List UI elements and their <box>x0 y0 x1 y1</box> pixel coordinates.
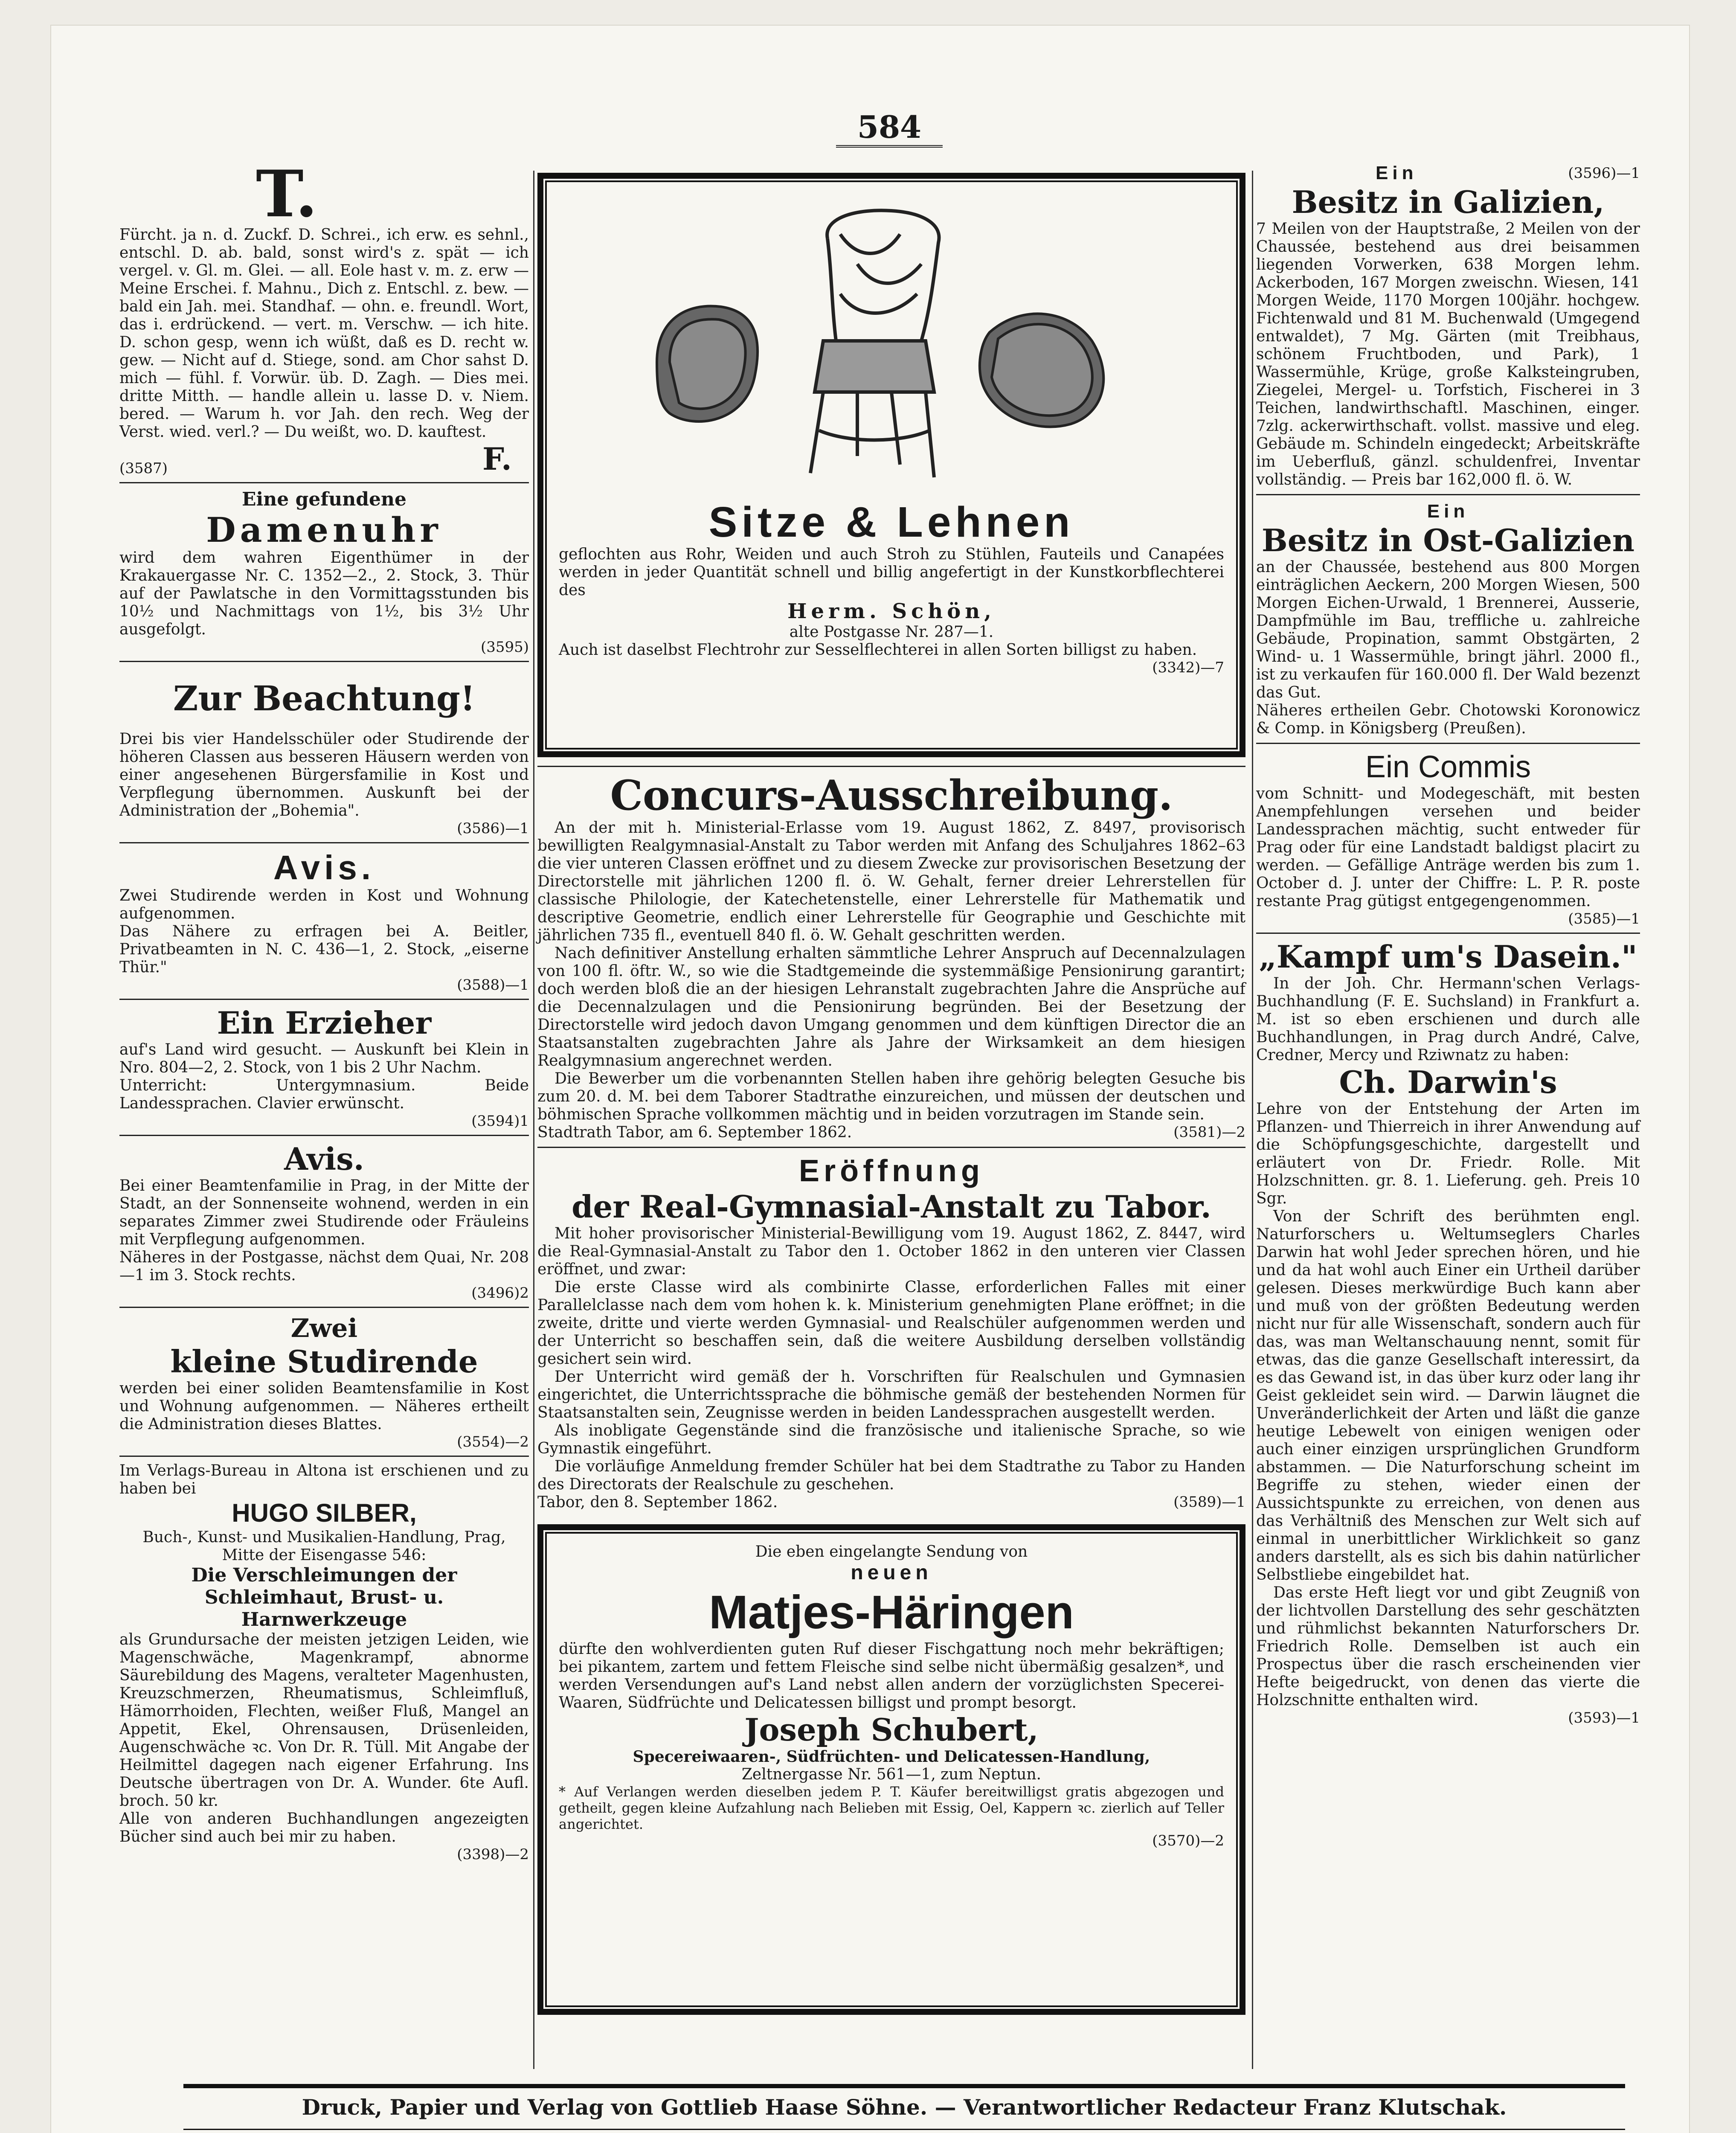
divider <box>119 1307 529 1308</box>
footer-rule-bottom <box>183 2129 1625 2130</box>
ad-body: an der Chaussée, bestehend aus 800 Morgen einträglichen Aeckern, 200 Morgen Wiesen, 500 Morgen Eichen-Urwald, 1 Brennerei, Ausserie, Dampfmühle im Bau, treffliche u. zahlreiche Gebäude, Propination, sammt Obstgärten, 2 Wind- u. 1 Wassermühle, bringt jährl. 2000 fl., ist zu verkaufen für 160.000 fl. Der Wald bezenzt das Gut. <box>1256 558 1640 701</box>
ad-concurs <box>537 772 1245 1142</box>
ad-reference: (3593)—1 <box>1568 1709 1640 1726</box>
ad-body: Alle von anderen Buchhandlungen angezeigten Bücher sind auch bei mir zu haben. <box>119 1810 529 1845</box>
ad-besitz-galizien <box>1256 162 1640 489</box>
cushion-right-icon <box>980 314 1103 427</box>
ad-kicker: Eine gefundene <box>242 488 406 510</box>
ad-firm: Specereiwaaren-, Südfrüchten- und Delicatessen-Handlung, <box>633 1748 1150 1766</box>
right-column <box>1256 162 1640 1726</box>
ad-reference: (3570)—2 <box>1152 1832 1224 1849</box>
ad-heading: HUGO SILBER, <box>232 1499 417 1527</box>
ad-reference: (3588)—1 <box>457 976 529 994</box>
ad-body: Näheres in der Postgasse, nächst dem Quai, Nr. 208—1 im 3. Stock rechts. <box>119 1249 529 1284</box>
ad-paragraph: Die Bewerber um die vorbenannten Stellen haben ihre gehörig belegten Gesuche bis zum 20. d. M. bei dem Taborer Stadtrathe einzureichen, und müssen der deutschen und böhmischen Sprache vollkommen mächtig und in beiden vorzutragen im Stande sein. <box>537 1070 1245 1123</box>
ad-reference: (3496)2 <box>471 1284 529 1302</box>
ad-heading: Avis. <box>284 1141 364 1177</box>
ad-body: geflochten aus Rohr, Weiden und auch Stroh zu Stühlen, Fauteils und Canapées werden in jeder Quantität schnell und billig angefertigt in der Kunstkorbflechterei des <box>559 546 1224 599</box>
divider <box>1256 743 1640 744</box>
ad-paragraph: Von der Schrift des berühmten engl. Naturforschers u. Weltumseglers Charles Darwin hat wohl Jeder sprechen hören, und hie und da hat wohl auch Einer ein Urtheil darüber gelesen. Dieses merkwürdige Buch kann aber und muß von der größten Bedeutung werden nicht nur für alle Wissenschaft, sondern auch für das, was man Weltanschauung nennt, somit für etwas, das die ganze Gesellschaft interessirt, da es das Gewand ist, in das über kurz oder lang ihr Geist gekleidet sein wird. — Darwin läugnet die Unveränderlichkeit der Arten und läßt die ganze heutige Lebewelt von einigen wenigen oder auch einer einzigen ursprünglichen Grundform abstammen. — Die Naturforschung scheint im Begriffe zu stehen, wieder einen der Aussichtspunkte zu erreichen, von denen aus das Verhältniß des Menschen zur Welt sich auf einmal in unerbittlicher Wirklichkeit so ganz anders darstellt, als es sich bis dahin natürlicher Selbstliebe eingebildet hat. <box>1256 1208 1640 1584</box>
ad-kicker: Ein <box>1376 163 1418 183</box>
ad-signature: F. <box>482 441 512 477</box>
ad-heading: Sitze & Lehnen <box>708 498 1074 546</box>
ad-matjes <box>537 1524 1245 2015</box>
ad-merchant-name: Herm. Schön, <box>787 599 996 623</box>
ad-intro: Im Verlags-Bureau in Altona ist erschienen und zu haben bei <box>119 1462 529 1497</box>
ad-heading: Ein Commis <box>1365 750 1531 784</box>
ad-book-author: Ch. Darwin's <box>1339 1064 1557 1100</box>
ad-heading: Besitz in Galizien, <box>1292 184 1605 220</box>
ad-body: dürfte den wohlverdienten guten Ruf dieser Fischgattung noch mehr bekräftigen; bei pikantem, zartem und fettem Fleische sind selbe nicht übermäßig gesalzen*, und werden Versendungen auf's Land nebst allen andern der vorzüglichsten Specerei-Waaren, Südfrüchte und Delicatessen billigst und prompt besorgt. <box>559 1640 1224 1712</box>
ad-heading: kleine Studirende <box>170 1343 478 1380</box>
divider <box>119 842 529 843</box>
ad-merchant-name: Joseph Schubert, <box>744 1712 1039 1748</box>
ad-body: Das Nähere zu erfragen bei A. Beitler, Privatbeamten in N. C. 436—1, 2. Stock, „eiserne Thür." <box>119 923 529 976</box>
ad-reference: (3595) <box>480 639 529 656</box>
ad-zur-beachtung <box>119 679 529 837</box>
ad-avis-2 <box>119 1141 529 1302</box>
divider <box>1256 494 1640 495</box>
ad-reference: (3585)—1 <box>1568 910 1640 927</box>
divider <box>119 999 529 1000</box>
ad-heading: Concurs-Ausschreibung. <box>610 771 1173 819</box>
ad-paragraph: Das erste Heft liegt vor und gibt Zeugniß von der lichtvollen Darstellung des sehr geschätzten und rühmlichst bekannten Naturforschers Dr. Friedrich Rolle. Demselben ist auch ein Prospectus über die rasch erscheinenden vier Hefte beigedruckt, von denen das vierte die Holzschnitte enthalten wird. <box>1256 1584 1640 1709</box>
ad-address: alte Postgasse Nr. 287—1. <box>789 623 994 641</box>
ad-body: Drei bis vier Handelsschüler oder Studirende der höheren Classen aus besseren Häusern werden von einer angesehenen Bürgersfamilie in Kost und Verpflegung übernommen. Auskunft bei der Administration der „Bohemia". <box>119 730 529 819</box>
ad-reference: (3398)—2 <box>457 1846 529 1863</box>
ad-heading: Matjes-Häringen <box>709 1586 1074 1639</box>
ad-darwin <box>1256 939 1640 1726</box>
ad-besitz-ost-galizien <box>1256 500 1640 738</box>
ad-kicker: Zwei <box>290 1314 358 1343</box>
middle-column <box>537 162 1245 2015</box>
ad-body: Fürcht. ja n. d. Zuckf. D. Schrei., ich erw. es sehnl., entschl. D. ab. bald, sonst wird's z. spät — ich vergel. v. Gl. m. Glei. — all. Eole hast v. m. z. erw — Meine Erschei. f. Mahnu., Dich z. Entschl. z. bew. — bald ein Jah. mei. Standhaf. — ohn. e. freundl. Wort, das i. erdrückend. — vert. m. Verschw. — ich hite. D. schon gesp, wenn ich wüßt, daß es D. recht w. gew. — Nicht auf d. Stiege, sond. am Chor sahst D. mich — fühl. f. Vorwür. üb. D. Zagh. — Dies mei. dritte Mitth. — handle allein u. lasse D. v. Niem. bered. — Warum h. vor Jah. den rech. Weg der Verst. wied. verl.? — Du weißt, wo. D. kauftest. <box>119 226 529 441</box>
ad-heading: „Kampf um's Dasein." <box>1259 939 1637 975</box>
divider <box>537 766 1245 767</box>
ad-body: vom Schnitt- und Modegeschäft, mit besten Anempfehlungen versehen und beider Landessprachen mächtig, sucht entweder für Prag oder für eine Landstadt baldigst placirt zu werden. — Gefällige Anträge werden bis zum 1. October d. J. unter der Chiffre: L. P. R. poste restante Prag gütigst entgegengenommen. <box>1256 785 1640 910</box>
column-rule-right <box>1252 171 1253 2069</box>
ad-kicker: Ein <box>1427 501 1469 522</box>
ad-heading: T. <box>256 157 318 232</box>
ad-reference: (3596)—1 <box>1568 165 1640 182</box>
ad-reference: (3554)—2 <box>457 1433 529 1450</box>
wicker-chair-illustration <box>559 192 1224 499</box>
imprint-line: Druck, Papier und Verlag von Gottlieb Haase Söhne. — Verantwortlicher Redacteur Franz Klutschak. <box>302 2095 1507 2120</box>
ad-paragraph: Als inobligate Gegenstände sind die französische und italienische Sprache, so wie Gymnastik eingeführt. <box>537 1422 1245 1457</box>
divider <box>537 1147 1245 1148</box>
ad-body: Zwei Studirende werden in Kost und Wohnung aufgenommen. <box>119 887 529 922</box>
ad-signature: Stadtrath Tabor, am 6. September 1862. <box>537 1124 852 1141</box>
cushion-left-icon <box>657 306 758 421</box>
ad-body: auf's Land wird gesucht. — Auskunft bei Klein in Nro. 804—2, 2. Stock, von 1 bis 2 Uhr Nachm. <box>119 1041 529 1076</box>
ad-kicker-2: neuen <box>851 1561 932 1584</box>
ad-heading: Damenuhr <box>206 510 442 550</box>
ad-body: 7 Meilen von der Hauptstraße, 2 Meilen von der Chaussée, bestehend aus drei beisammen liegenden Vorwerken, 638 Morgen lehm. Ackerboden, 167 Morgen zweischn. Wiesen, 141 Morgen Weide, 1170 Morgen 100jähr. hochgew. Fichtenwald und 81 M. Buchenwald (Umgegend entwaldet), 7 Mg. Gärten (mit Treibhaus, schönem Fruchtboden, und Park), 1 Wassermühle, Krüge, große Kalksteingruben, Ziegelei, Mergel- u. Torfstich, Fischerei in 3 Teichen, landwirthschaftl. Maschinen, einger. 7zlg. ackerwirthschaft. vollst. massive und eleg. Gebäude m. Schindeln eingedeckt; Arbeitskräfte im Ueberfluß, gänzl. schuldenfrei, Inventar vollständig. — Preis bar 162,000 fl. ö. W. <box>1256 220 1640 488</box>
ad-footnote: * Auf Verlangen werden dieselben jedem P. T. Käufer bereitwilligst gratis abgezogen und getheilt, gegen kleine Aufzahlung nach Belieben mit Essig, Oel, Kappern ꝛc. zierlich auf Teller angerichtet. <box>559 1784 1224 1832</box>
ad-reference: (3581)—2 <box>1173 1124 1245 1141</box>
page-number: 584 <box>836 109 943 148</box>
divider <box>119 661 529 662</box>
ad-body: Auch ist daselbst Flechtrohr zur Sesselflechterei in allen Sorten billigst zu haben. <box>559 641 1197 659</box>
divider <box>119 1135 529 1136</box>
ad-reference: (3594)1 <box>471 1113 529 1130</box>
ad-paragraph: Die erste Classe wird als combinirte Classe, erforderlichen Falles mit einer Parallelclasse nach dem vom hohen k. k. Ministerium genehmigten Plane eröffnet; in die zweite, dritte und vierte werden Gymnasial- und Realschüler aufgenommen werden und der Unterricht so beschaffen sein, daß die weitere Ausbildung derselben vollständig gesichert sein wird. <box>537 1279 1245 1368</box>
ad-hugo-silber <box>119 1462 529 1863</box>
ad-paragraph: An der mit h. Ministerial-Erlasse vom 19. August 1862, Z. 8497, provisorisch bewilligten Realgymnasial-Anstalt zu Tabor werden mit Anfang des Schuljahres 1862–63 die vier unteren Classen eröffnet und zu diesem Zwecke zur provisorischen Besetzung der Directorstelle mit jährlichen 1200 fl. ö. W. Gehalt, ferner dreier Lehrerstellen für classische Philologie, der Katechetenstelle, einer Lehrerstelle für Mathematik und descriptive Geometrie, endlich einer Lehrerstelle für Geographie und Geschichte mit jährlichen 735 fl., eventuell 840 fl. ö. W. Gehalt geschritten werden. <box>537 819 1245 944</box>
left-column <box>119 157 529 1863</box>
ad-book-title: Die Verschleimungen der Schleimhaut, Brust- u. Harnwerkzeuge <box>191 1564 457 1630</box>
ad-eroeffnung <box>537 1153 1245 1511</box>
ad-body: werden bei einer soliden Beamtensfamilie in Kost und Wohnung aufgenommen. — Näheres ertheilt die Administration dieses Blattes. <box>119 1380 529 1433</box>
ad-body: Bei einer Beamtenfamilie in Prag, in der Mitte der Stadt, an der Sonnenseite wohnend, werden in ein separates Zimmer zwei Studirende oder Fräuleins mit Verpflegung aufgenommen. <box>119 1177 529 1248</box>
ad-heading: Avis. <box>273 849 375 886</box>
ad-signature: Tabor, den 8. September 1862. <box>537 1494 778 1511</box>
ad-paragraph: Die vorläufige Anmeldung fremder Schüler hat bei dem Stadtrathe zu Tabor zu Handen des Directorats der Realschule zu geschehen. <box>537 1458 1245 1493</box>
ad-reference: (3587) <box>119 460 168 477</box>
divider <box>119 1456 529 1457</box>
ad-heading: Eröffnung <box>799 1154 984 1188</box>
ad-erzieher <box>119 1005 529 1130</box>
ad-body: als Grundursache der meisten jetzigen Leiden, wie Magenschwäche, Magenkrampf, abnorme Säurebildung des Magens, veralteter Magenhusten, Kreuzschmerzen, Rheumatismus, Schleimfluß, Hämorrhoiden, Flechten, weißer Fluß, Mangel an Appetit, Ekel, Ohrensausen, Drüsenleiden, Augenschwäche ꝛc. Von Dr. R. Tüll. Mit Angabe der Heilmittel dagegen nach eigener Erfahrung. Ins Deutsche übertragen von Dr. A. Wunder. 6te Aufl. broch. 50 kr. <box>119 1631 529 1810</box>
ad-kicker: Die eben eingelangte Sendung von <box>755 1543 1028 1561</box>
ad-heading: Ein Erzieher <box>217 1005 432 1041</box>
ad-reference: (3586)—1 <box>457 820 529 837</box>
ad-personal-t <box>119 157 529 477</box>
column-rule-left <box>533 171 534 2069</box>
ad-subheading: der Real-Gymnasial-Anstalt zu Tabor. <box>572 1189 1211 1225</box>
ad-found-watch <box>119 488 529 656</box>
ad-heading: Besitz in Ost-Galizien <box>1261 522 1635 558</box>
chair-icon <box>810 210 939 477</box>
ad-sitze-lehnen <box>537 173 1245 757</box>
ad-paragraph: In der Joh. Chr. Hermann'schen Verlags-Buchhandlung (F. E. Suchsland) in Frankfurt a. M. ist so eben erschienen und durch alle Buchhandlungen, in Prag durch André, Calve, Credner, Mercy und Rziwnatz zu haben: <box>1256 975 1640 1064</box>
footer-rule <box>183 2084 1625 2088</box>
ad-paragraph: Mit hoher provisorischer Ministerial-Bewilligung vom 19. August 1862, Z. 8447, wird die Real-Gymnasial-Anstalt zu Tabor den 1. October 1862 in den unteren vier Classen eröffnet, und zwar: <box>537 1225 1245 1278</box>
ad-paragraph: Lehre von der Entstehung der Arten im Pflanzen- und Thierreich in ihrer Anwendung auf die Schöpfungsgeschichte, dargestellt und erläutert von Dr. Friedr. Rolle. Mit Holzschnitten. gr. 8. 1. Lieferung. geh. Preis 10 Sgr. <box>1256 1100 1640 1207</box>
ad-paragraph: Der Unterricht wird gemäß der h. Vorschriften für Realschulen und Gymnasien eingerichtet, die Unterrichtssprache die böhmische gemäß der bestehenden Normen für Staatsanstalten sein, Zeugnisse werden in beiden Landessprachen ausgestellt werden. <box>537 1368 1245 1421</box>
ad-zwei-studirende <box>119 1313 529 1450</box>
ad-firm: Buch-, Kunst- und Musikalien-Handlung, Prag, Mitte der Eisengasse 546: <box>142 1529 506 1564</box>
ad-reference: (3342)—7 <box>1152 659 1224 676</box>
ad-commis <box>1256 749 1640 927</box>
ad-paragraph: Nach definitiver Anstellung erhalten sämmtliche Lehrer Anspruch auf Decennalzulagen von 100 fl. öftr. W., so wie die Stadtgemeinde die systemmäßige Pensionirung garantirt; doch werden bloß die an der hiesigen Lehranstalt zugebrachten Jahre die Ansprüche auf die Decennalzulagen und die Pensionirung begründen. Bei der Besetzung der Directorstelle wird jedoch davon Umgang genommen und dem künftigen Director die an Staatsanstalten zugebrachten Jahre als Jahre der Wirksamkeit an dem hiesigen Realgymnasium angerechnet werden. <box>537 944 1245 1069</box>
ad-address: Zeltnergasse Nr. 561—1, zum Neptun. <box>741 1766 1042 1783</box>
ad-body: wird dem wahren Eigenthümer in der Krakauergasse Nr. C. 1352—2., 2. Stock, 3. Thür auf der Pawlatsche in den Vormittagsstunden bis 10½ und Nachmittags von 1½, bis 3½ Uhr ausgefolgt. <box>119 549 529 638</box>
ad-avis-1 <box>119 849 529 994</box>
ad-body: Unterricht: Untergymnasium. Beide Landessprachen. Clavier erwünscht. <box>119 1077 529 1112</box>
divider <box>1256 933 1640 934</box>
ad-body: Näheres ertheilen Gebr. Chotowski Koronowicz & Comp. in Königsberg (Preußen). <box>1256 702 1640 737</box>
ad-reference: (3589)—1 <box>1173 1494 1245 1511</box>
divider <box>119 482 529 483</box>
ad-heading: Zur Beachtung! <box>173 678 476 718</box>
